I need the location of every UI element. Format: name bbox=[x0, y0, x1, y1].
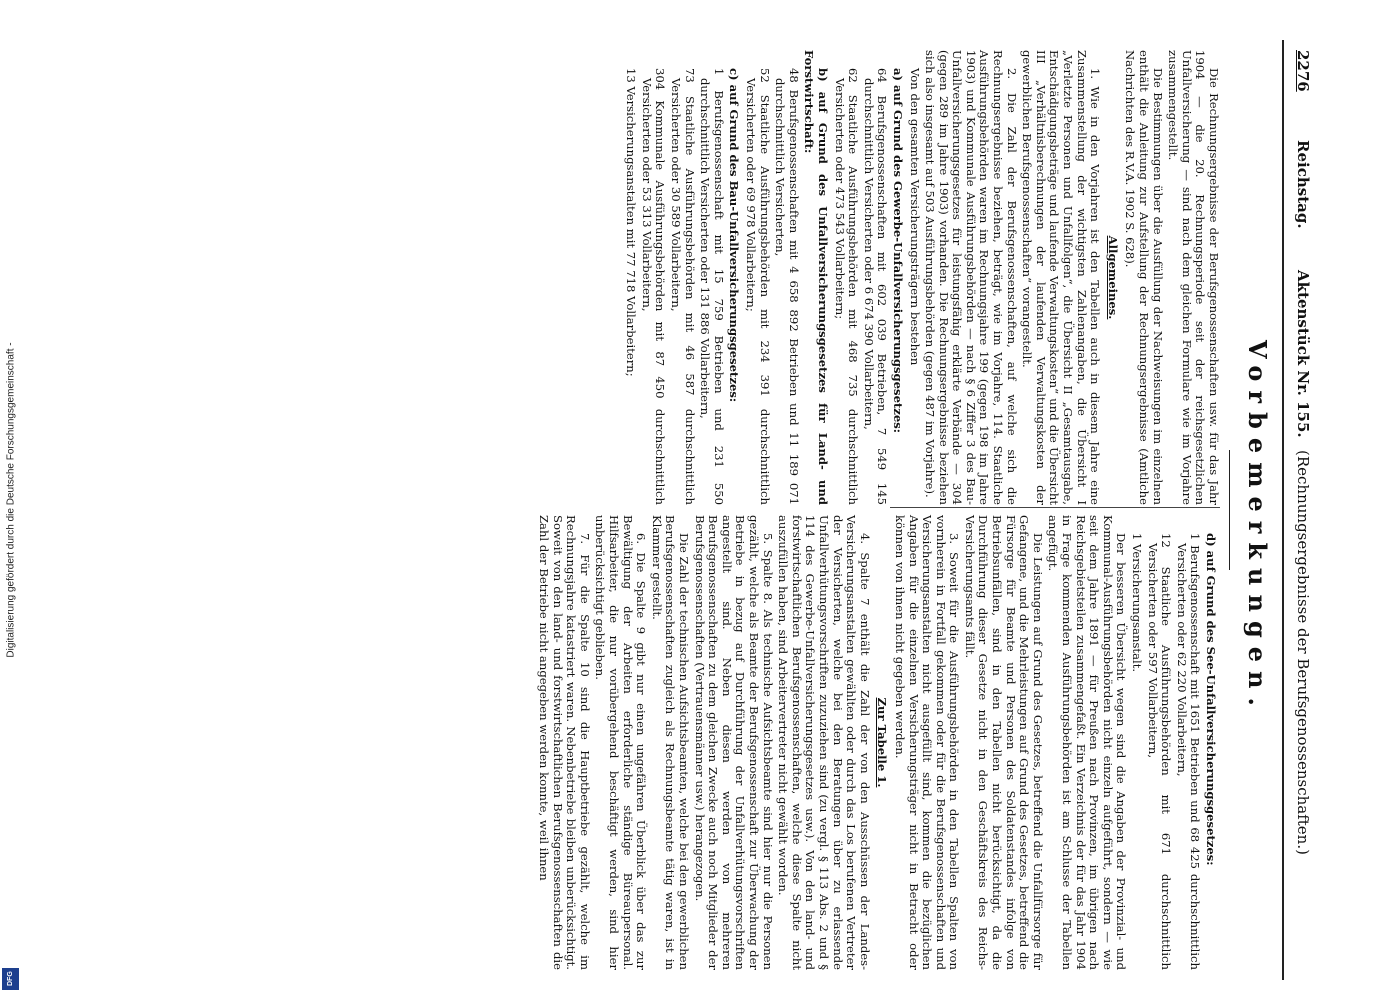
paragraph: 48 Berufsgenossenschaften mit 4 658 892 Betrieben und 11 189 071 durchschnittlich Versicherten, bbox=[773, 68, 801, 505]
paragraph: 1 Berufsgenossenschaft mit 15 759 Betrieben und 231 550 durchschnittlich Versicherten oder 131 886 Vollarbeitern, bbox=[698, 68, 726, 505]
paragraph: 12 Staatliche Ausführungsbehörden mit 671 durchschnittlich Versicherten oder 597 Vollarbeitern, bbox=[1145, 533, 1174, 970]
digitization-credit: Digitalisierung gefördert durch die Deutsche Forschungsgemeinschaft - bbox=[5, 342, 17, 658]
digitization-sidebar bbox=[0, 0, 22, 1000]
paragraph: 64 Berufsgenossenschaften mit 602 039 Betrieben, 7 549 145 durchschnittlich Versicherten oder 6 674 390 Vollarbeitern, bbox=[861, 68, 890, 505]
header-document: Aktenstück Nr. 155. bbox=[1294, 270, 1312, 438]
header-source: Reichstag. bbox=[1294, 140, 1312, 229]
paragraph: 73 Staatliche Ausführungsbehörden mit 46 587 durchschnittlich Versicherten oder 30 589 Vollarbeitern, bbox=[669, 68, 697, 505]
paragraph: Die Zahl der technischen Aufsichtsbeamten, welche bei den gewerblichen Berufsgenossenschaften zugleich als Rechnungsbeamte tätig waren, ist in Klammer gestellt. bbox=[649, 515, 692, 970]
paragraph: 4. Spalte 7 enthält die Zahl der von den Ausschüssen der Landes-Versicherungsanstalten gewählten oder durch das Los berufenen Vertreter der Versicherten, welche bei den Beratungen über zu erlassende Unfallverhütungsvorschriften zuzuziehen sind (zu vergl. § 113 Abs. 2 und § 114 des Gewerbe-Unfallversicherungsgesetzes usw.). Von den land- und forstwirtschaftlichen Berufsgenossenschaften, welche diese Spalte nicht auszufüllen haben, sind Arbeitervertreter nicht gewählt worden. bbox=[776, 515, 872, 970]
column-divider bbox=[890, 507, 1220, 508]
paragraph: Die Rechnungsergebnisse der Berufsgenossenschaften usw. für das Jahr 1904 — die 20. Rechnungsperiode seit der reichsgesetzlichen Unfallversicherung — sind nach dem gleichen Formulare wie im Vorjahre zusammengestellt. bbox=[1166, 50, 1221, 505]
paragraph: d) auf Grund des See-Unfallversicherungsgesetzes: bbox=[1204, 533, 1218, 866]
paragraph: Die Bestimmungen über die Ausfüllung der Nachweisungen im einzelnen enthält die Anleitung zur Aufstellung der Rechnungsergebnisse (Amtliche Nachrichten des R.V.A. 1902 S. 628). bbox=[1123, 50, 1165, 505]
paragraph: 1 Versicherungsanstalt. bbox=[1130, 533, 1145, 673]
paragraph: 1 Berufsgenossenschaft mit 1651 Betrieben und 68 425 durchschnittlich Versicherten oder 62 220 Vollarbeitern, bbox=[1174, 533, 1203, 970]
paragraph: 3. Soweit für die Ausführungsbehörden in den Tabellen Spalten von vornherein in Fortfall gekommen oder für die Berufsgenossenschaften und Versicherungsanstalten nicht ausgefüllt sind, kommen die bezüglichen Angaben für die einzelnen Versicherungsträger nicht in Betracht oder können von ihnen nicht gegeben werden. bbox=[892, 515, 962, 970]
header-rule bbox=[1282, 40, 1284, 980]
paragraph: 13 Versicherungsanstalten mit 77 718 Vollarbeitern; bbox=[624, 68, 639, 377]
header-subject: (Rechnungsergebnisse der Berufsgenossenschaften.) bbox=[1294, 450, 1312, 855]
paragraph: Von den gesamten Versicherungsträgern bestehen bbox=[907, 68, 922, 366]
dfg-logo: DFG bbox=[2, 968, 19, 990]
paragraph: Der besseren Übersicht wegen sind die Angaben der Provinzial- und Kommunal-Ausführungsbehörden nicht einzeln aufgeführt, sondern — wie seit dem Jahre 1891 — für Preußen nach Provinzen, im übrigen nach Reichsgebietsteilen zusammengefaßt. Ein Verzeichnis der für das Jahr 1904 in Frage kommenden Ausführungsbehörden ist am Schlusse der Tabellen angefügt. bbox=[1046, 515, 1129, 970]
paragraph: 5. Spalte 8. Als technische Aufsichtsbeamte sind hier nur die Personen gezählt, welche als Beamte der Berufsgenossenschaft zur Überwachung der Betriebe in bezug auf Durchführung der Unfallverhütungsvorschriften angestellt sind. Neben diesen werden von mehreren Berufsgenossenschaften zu dem gleichen Zwecke auch noch Mitglieder der Berufsgenossenschaften (Vertrauensmänner usw.) herangezogen. bbox=[692, 515, 775, 970]
paragraph: 62 Staatliche Ausführungsbehörden mit 468 735 durchschnittlich Versicherten oder 473 543 Vollarbeitern; bbox=[832, 68, 861, 505]
page-header bbox=[1286, 40, 1320, 980]
section-heading: Zur Tabelle 1. bbox=[875, 697, 890, 788]
paragraph: 2. Die Zahl der Berufsgenossenschaften, auf welche sich die Rechnungsergebnisse beziehen, beträgt, wie im Vorjahre, 114. Staatliche Ausführungsbehörden waren im Rechnungsjahre 199 (gegen 198 im Jahre 1903) und Kommunale Ausführungsbehörden — nach § 6 Ziffer 3 des Bau-Unfallversicherungsgesetzes für leistungsfähig erklärte Verbände — 304 (gegen 289 im Jahre 1903) vorhanden. Die Rechnungsergebnisse beziehen sich also insgesamt auf 503 Ausführungsbehörden (gegen 487 im Vorjahre). bbox=[923, 50, 1019, 505]
paragraph: b) auf Grund des Unfallversicherungsgesetzes für Land- und Forstwirtschaft: bbox=[802, 50, 830, 505]
left-column bbox=[622, 50, 1220, 505]
paragraph: c) auf Grund des Bau-Unfallversicherungsgesetzes: bbox=[727, 68, 742, 403]
paragraph: 6. Die Spalte 9 gibt nur einen ungefähren Überblick über das zur Bewältigung der Arbeiten erforderliche ständige Büreaupersonal. Hilfsarbeiter, die nur vorübergehend beschäftigt werden, sind hier unberücksichtigt geblieben. bbox=[593, 515, 649, 970]
section-heading: Allgemeines. bbox=[1105, 235, 1120, 320]
section-title: Vorbemerkungen. bbox=[1243, 340, 1272, 715]
document-page bbox=[60, 40, 1320, 980]
title-rule bbox=[1229, 450, 1230, 570]
right-column bbox=[535, 515, 1221, 970]
paragraph: a) auf Grund des Gewerbe-Unfallversicherungsgesetzes: bbox=[890, 68, 905, 434]
paragraph: 52 Staatliche Ausführungsbehörden mit 234 391 durchschnittlich Versicherten oder 69 978 Vollarbeitern; bbox=[744, 68, 772, 505]
paragraph: Die Leistungen auf Grund des Gesetzes, betreffend die Unfallfürsorge für Gefangene, und die Mehrleistungen auf Grund des Gesetzes, betreffend die Fürsorge für Beamte und Personen des Soldatenstandes infolge von Betriebsunfällen, sind in den Tabellen nicht berücksichtigt, da die Durchführung dieser Gesetze nicht in den Geschäftskreis des Reichs-Versicherungsamts fällt. bbox=[962, 515, 1045, 970]
paragraph: 7. Für die Spalte 10 sind die Hauptbetriebe gezählt, welche im Rechnungsjahre katastriert waren. Nebenbetriebe bleiben unberücksichtigt. Soweit von den land- und forstwirtschaftlichen Berufsgenossenschaften die Zahl der Betriebe nicht angegeben werden konnte, weil ihnen bbox=[537, 515, 592, 970]
paragraph: 1. Wie in den Vorjahren ist den Tabellen auch in diesem Jahre eine Zusammenstellung der wichtigsten Zahlenangaben, die Übersicht I „Verletzte Personen und Unfallfolgen“, die Übersicht II „Gesamtausgabe, Entschädigungsbeträge und laufende Verwaltungskosten“ und die Übersicht III „Verhältnisberechnungen der laufenden Verwaltungskosten der gewerblichen Berufsgenossenschaften“ vorangestellt. bbox=[1020, 50, 1103, 505]
paragraph: 304 Kommunale Ausführungsbehörden mit 87 450 durchschnittlich Versicherten oder 53 313 Vollarbeitern, bbox=[639, 68, 668, 505]
page-number: 2276 bbox=[1294, 50, 1312, 92]
